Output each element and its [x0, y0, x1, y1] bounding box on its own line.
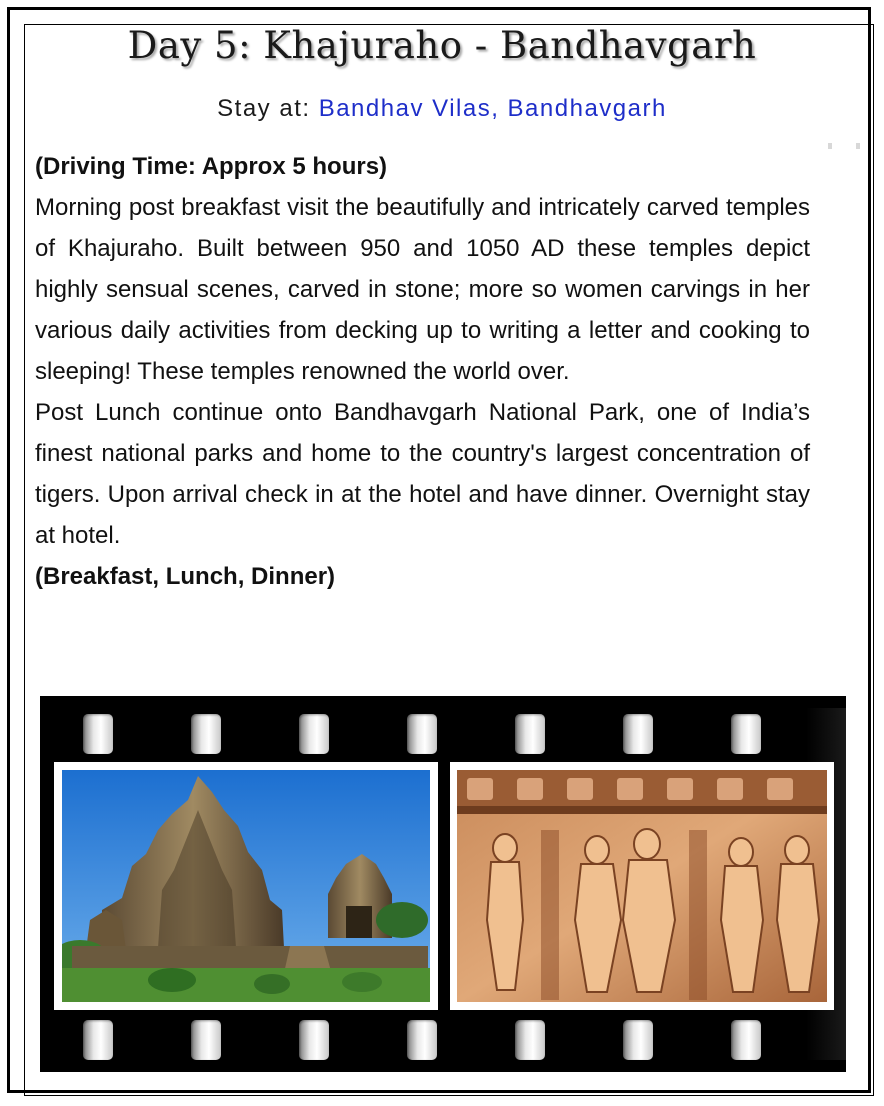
sprocket-hole [83, 1020, 113, 1060]
sprocket-hole [299, 714, 329, 754]
sprocket-hole [83, 714, 113, 754]
temple-photo-frame [54, 762, 438, 1010]
sprocket-hole [191, 1020, 221, 1060]
hotel-name: Bandhav Vilas, Bandhavgarh [318, 95, 667, 122]
sprocket-hole [731, 1020, 761, 1060]
driving-time: (Driving Time: Approx 5 hours) [35, 153, 388, 180]
sprocket-hole [515, 714, 545, 754]
sprocket-hole [515, 1020, 545, 1060]
page-title: Day 5: Khajuraho - Bandhavgarh [127, 24, 757, 67]
sprocket-hole [407, 714, 437, 754]
stay-line [0, 95, 884, 123]
filmstrip [40, 696, 846, 1072]
decorative-specks [826, 143, 862, 149]
carvings-photo [457, 770, 827, 1002]
afternoon-paragraph: Post Lunch continue onto Bandhavgarh National Park, one of India’s finest national parks and home to the country's largest concentration of tigers. Upon arrival check in at the hotel and have dinner. Overnight stay at hotel. [35, 399, 810, 549]
meals-included: (Breakfast, Lunch, Dinner) [35, 563, 336, 590]
temple-photo [62, 770, 430, 1002]
sprocket-hole [623, 714, 653, 754]
itinerary-body [35, 146, 810, 597]
sprocket-hole [731, 714, 761, 754]
sprocket-hole [191, 714, 221, 754]
stay-label: Stay at: [217, 95, 319, 122]
morning-paragraph: Morning post breakfast visit the beautifully and intricately carved temples of Khajuraho. Built between 950 and 1050 AD these temples depict highly sensual scenes, carved in stone; more so women carvings in her various daily activities from decking up to writing a letter and cooking to sleeping! These temples renowned the world over. [35, 194, 810, 385]
sprocket-hole [407, 1020, 437, 1060]
carvings-photo-frame [450, 762, 834, 1010]
sprocket-hole [623, 1020, 653, 1060]
sprocket-hole [299, 1020, 329, 1060]
